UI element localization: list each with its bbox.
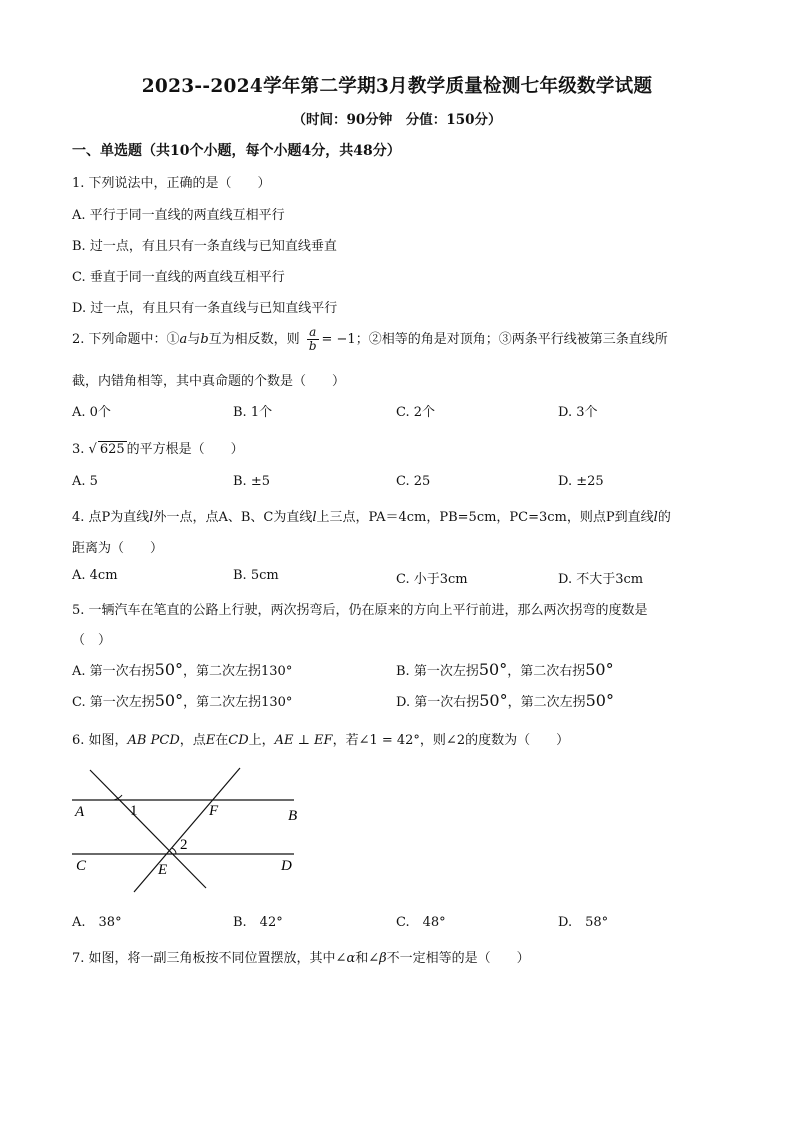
q3-radicand: 625	[99, 442, 125, 457]
q1-option-d: D. 过一点，有且只有一条直线与已知直线平行	[72, 301, 338, 316]
option-degree: 50°	[154, 691, 184, 710]
q2-stem-part: 与	[187, 332, 201, 347]
option-text: D. 第一次右拐	[396, 695, 480, 710]
q2-option-c: C. 2个	[396, 405, 436, 420]
page-title: 2023--2024学年第二学期3月教学质量检测七年级数学试题	[141, 76, 653, 97]
option-degree: 50°	[478, 660, 508, 679]
q6-var-cd: CD	[228, 733, 249, 748]
q7-stem-part: 和∠	[355, 951, 380, 966]
exam-info: （时间：90分钟 分值：150分）	[292, 112, 502, 128]
sqrt-symbol: √	[88, 442, 97, 457]
q6-geometry-figure	[70, 764, 310, 896]
q3-stem-part: 的平方根是（ ）	[126, 442, 244, 457]
label-1: 1	[130, 803, 138, 819]
label-e: E	[158, 862, 168, 878]
q6-perp-expr: AE ⊥ EF	[274, 733, 333, 748]
q2-stem-part: 2. 下列命题中：①	[72, 332, 180, 347]
fraction-denominator: b	[308, 339, 317, 353]
q1-option-a: A. 平行于同一直线的两直线互相平行	[72, 208, 285, 223]
q1-stem: 1. 下列说法中，正确的是（ ）	[72, 176, 271, 191]
option-text: B. 第一次左拐	[396, 664, 479, 679]
q4-stem-line2: 距离为（ ）	[72, 541, 164, 556]
q6-stem-part: 上，	[248, 733, 275, 748]
q4-var-l: l	[312, 510, 317, 525]
q2-var-a: a	[179, 332, 188, 347]
label-a: A	[75, 804, 85, 820]
q5-stem: 5. 一辆汽车在笔直的公路上行驶，两次拐弯后，仍在原来的方向上平行前进，那么两次拐弯的度数是	[72, 603, 648, 618]
fraction-numerator: a	[307, 326, 319, 340]
q3-option-d: D. ±25	[558, 474, 604, 489]
q6-stem-part: 在	[215, 733, 229, 748]
q6-stem-part: ，若∠1 = 42°，则∠2的度数为（ ）	[332, 733, 570, 748]
q5-option-c	[72, 691, 292, 710]
q3-number: 3.	[72, 442, 85, 457]
q2-option-d: D. 3个	[558, 405, 598, 420]
option-text: ，第二次左拐130°	[183, 695, 293, 710]
line-ef	[134, 768, 240, 892]
q7-beta: β	[379, 951, 387, 966]
q6-option-d: D. 58°	[558, 915, 609, 930]
option-text: A. 第一次右拐	[72, 664, 155, 679]
q4-option-b: B. 5cm	[233, 568, 279, 583]
label-d: D	[281, 858, 292, 874]
q6-stem	[72, 729, 569, 748]
q4-stem-part: 的	[657, 510, 671, 525]
q5-option-d	[396, 691, 614, 710]
q6-stem-part: 6. 如图，	[72, 733, 128, 748]
q5-stem-line2: （ ）	[72, 633, 112, 648]
q1-option-c: C. 垂直于同一直线的两直线互相平行	[72, 270, 285, 285]
option-degree: 50°	[585, 691, 614, 710]
q3-option-b: B. ±5	[233, 474, 270, 489]
q4-stem-part: 外一点，点A、B、C为直线	[153, 510, 313, 525]
label-2: 2	[180, 837, 188, 853]
q6-var-e: E	[205, 733, 216, 748]
q6-stem-part: ，点	[179, 733, 206, 748]
q6-parallel-expr: AB PCD	[127, 733, 180, 748]
label-b: B	[288, 808, 298, 824]
q2-var-b: b	[200, 332, 209, 347]
option-degree: 50°	[154, 660, 184, 679]
q7-stem-part: 7. 如图，将一副三角板按不同位置摆放，其中∠	[72, 951, 347, 966]
q4-option-d: D. 不大于3cm	[558, 572, 644, 587]
option-degree: 50°	[479, 691, 508, 710]
q7-alpha: α	[346, 951, 356, 966]
q6-option-a: A. 38°	[72, 915, 122, 930]
q4-stem-part: 4. 点P为直线	[72, 510, 150, 525]
q4-var-l: l	[149, 510, 154, 525]
q4-stem	[72, 506, 671, 525]
q5-option-b	[396, 660, 614, 679]
option-text: ，第二次左拐130°	[183, 664, 293, 679]
q4-var-l: l	[653, 510, 658, 525]
q4-option-c: C. 小于3cm	[396, 572, 468, 587]
q2-stem-part: = −1；②相等的角是对顶角；③两条平行线被第三条直线所	[321, 332, 668, 347]
q2-stem-line2: 截，内错角相等，其中真命题的个数是（ ）	[72, 374, 346, 389]
q5-option-a	[72, 660, 292, 679]
q4-option-a: A. 4cm	[72, 568, 118, 583]
q2-fraction	[307, 326, 319, 353]
q2-option-a: A. 0个	[72, 405, 111, 420]
q3-stem	[72, 438, 244, 457]
q2-stem	[72, 326, 668, 353]
q7-stem	[72, 947, 530, 966]
option-degree: 50°	[585, 660, 614, 679]
q6-option-b: B. 42°	[233, 915, 283, 930]
label-f: F	[209, 803, 219, 819]
q2-stem-part: 互为相反数，则	[208, 332, 300, 347]
option-text: C. 第一次左拐	[72, 695, 155, 710]
q7-stem-part: 不一定相等的是（ ）	[386, 951, 530, 966]
q3-option-a: A. 5	[72, 474, 98, 489]
q2-option-b: B. 1个	[233, 405, 273, 420]
section-heading: 一、单选题（共10个小题，每个小题4分，共48分）	[72, 143, 401, 159]
label-c: C	[76, 858, 87, 874]
q3-option-c: C. 25	[396, 474, 431, 489]
angle-2-arc	[172, 848, 176, 854]
option-text: ，第二次右拐	[507, 664, 586, 679]
option-text: ，第二次左拐	[507, 695, 586, 710]
q1-option-b: B. 过一点，有且只有一条直线与已知直线垂直	[72, 239, 337, 254]
q6-option-c: C. 48°	[396, 915, 446, 930]
q4-stem-part: 上三点，PA＝4cm，PB=5cm，PC=3cm，则点P到直线	[316, 510, 654, 525]
